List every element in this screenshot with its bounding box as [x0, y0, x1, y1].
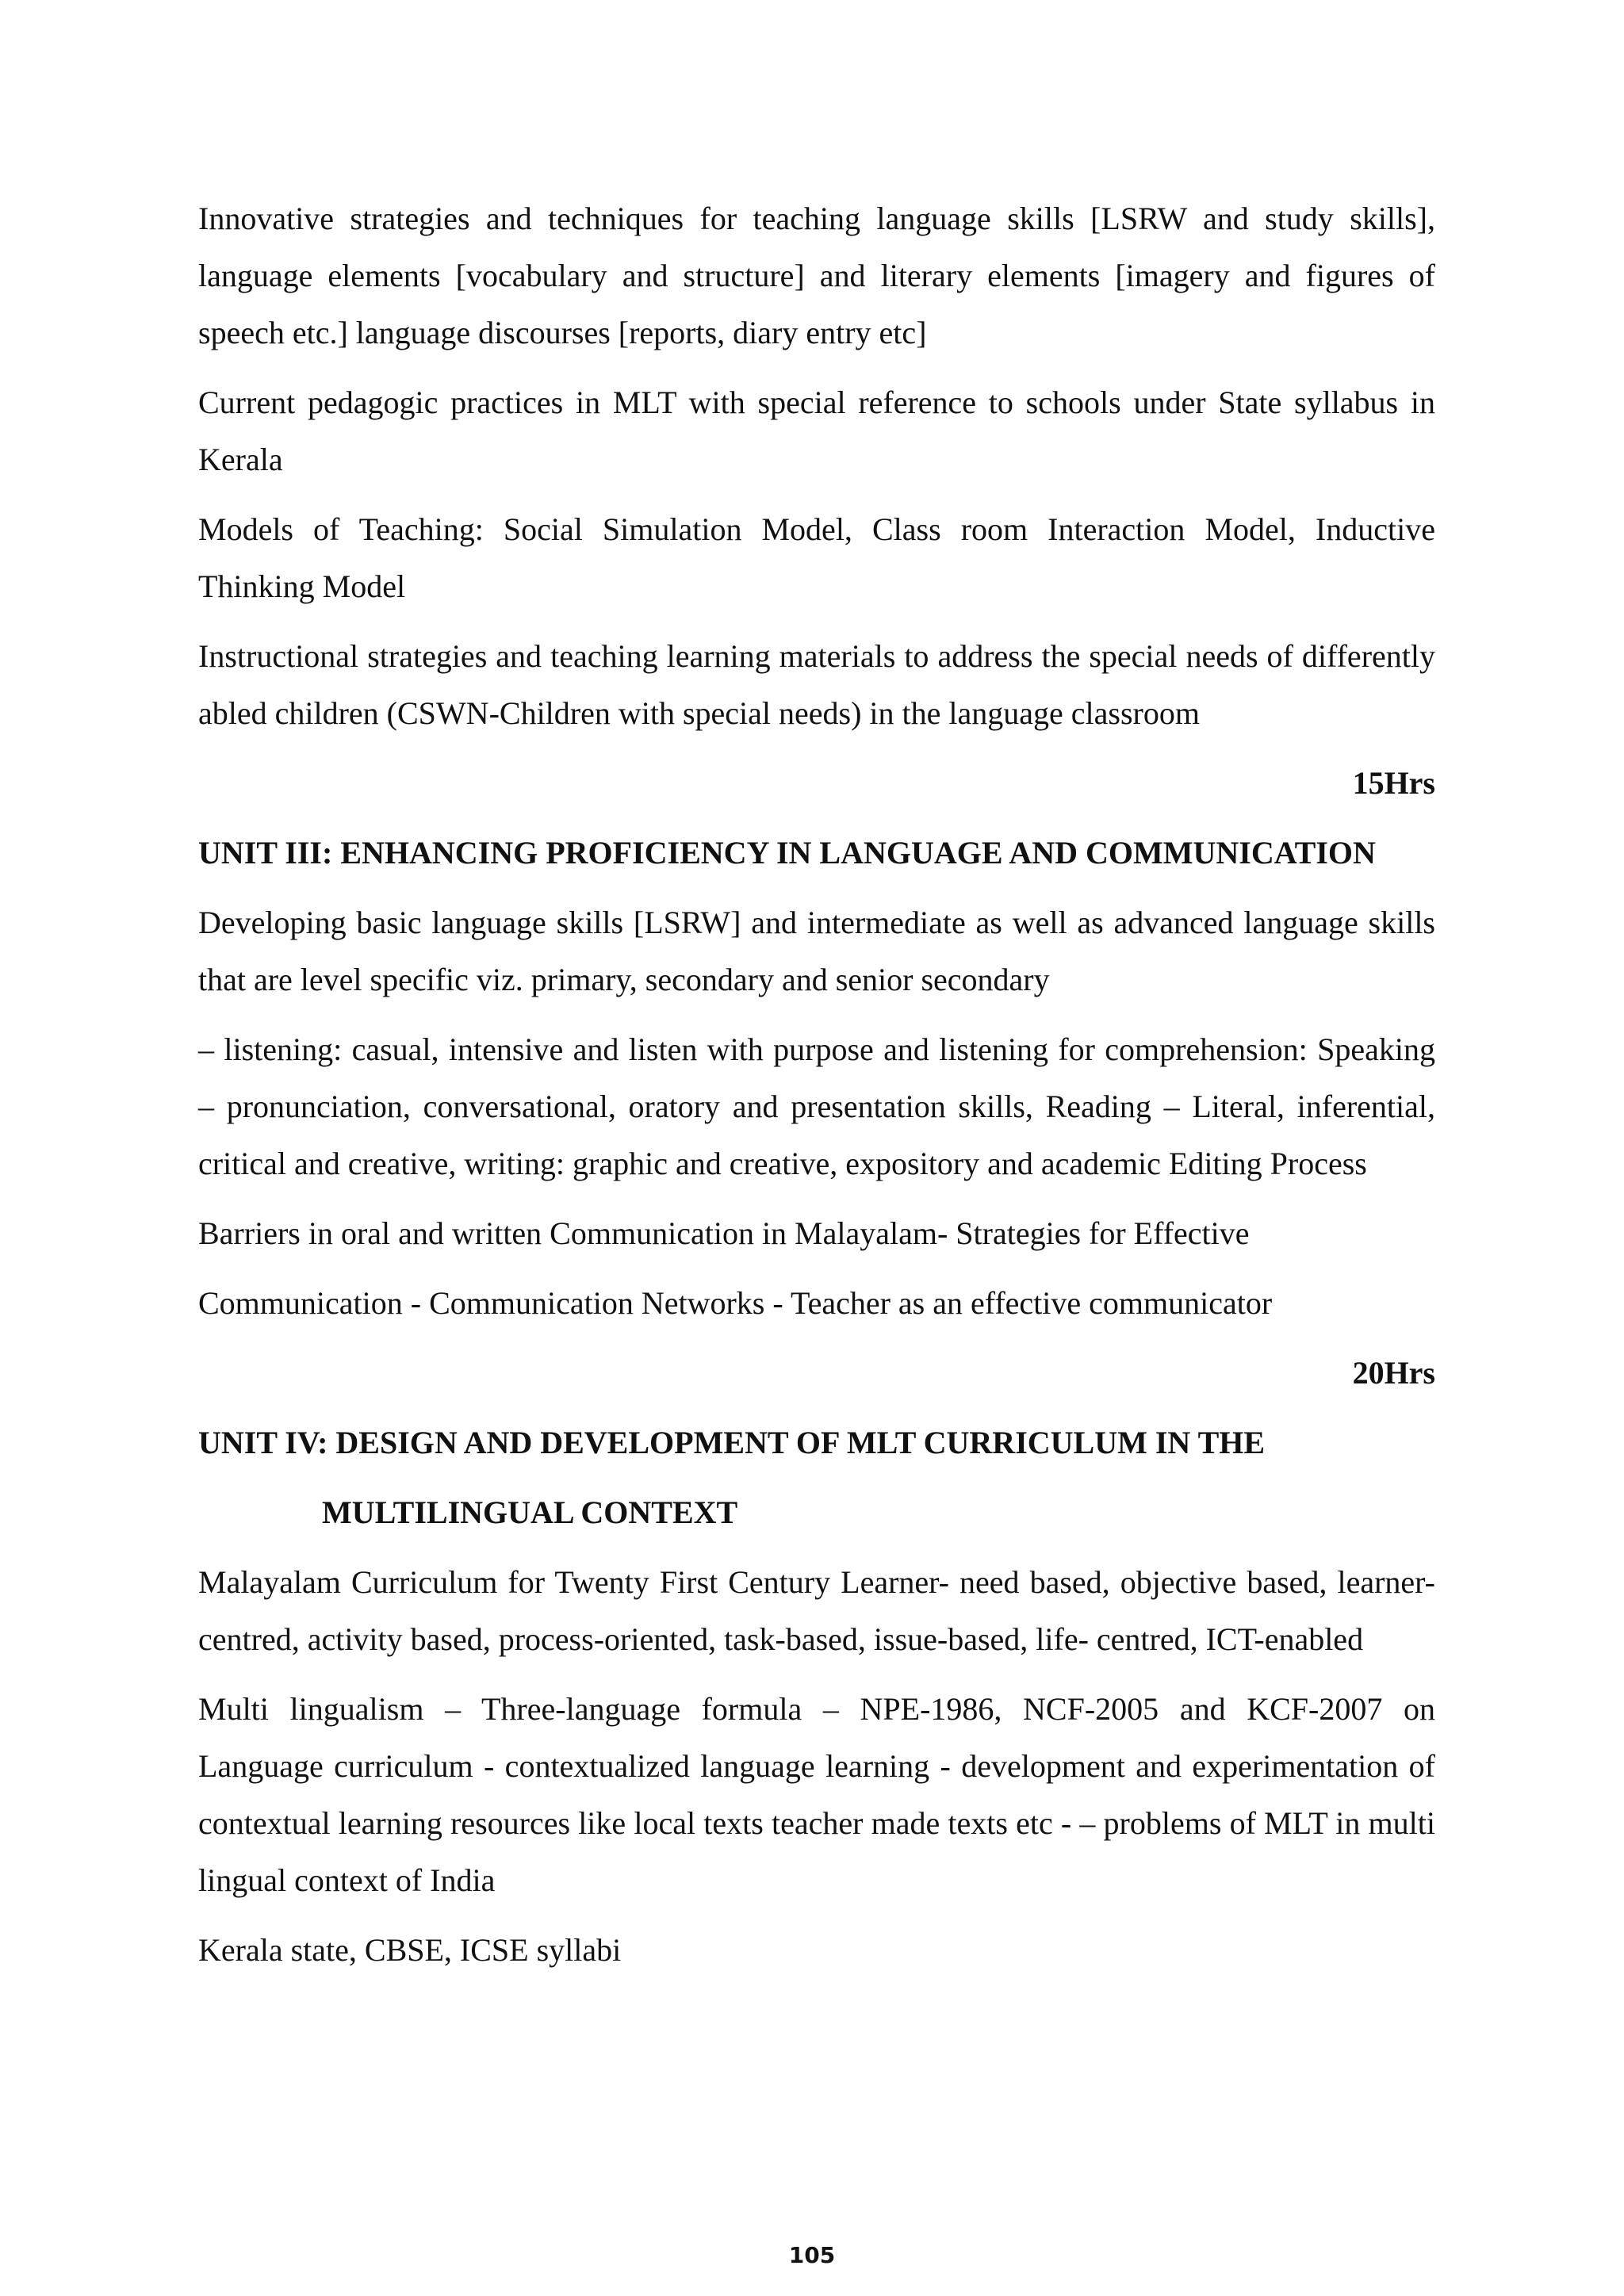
paragraph-listening-speaking-reading: – listening: casual, intensive and listen with purpose and listening for comprehension: Speaking – pronunciation, conversational, oratory and presentation skills, Reading – Literal, inferential, critical and creative, writing: graphic and creative, expository and academic Editing Process	[198, 1031, 1435, 1181]
paragraph-models-of-teaching: Models of Teaching: Social Simulation Model, Class room Interaction Model, Inductive Thinking Model	[198, 511, 1435, 604]
unit4-heading-line2: MULTILINGUAL CONTEXT	[322, 1494, 738, 1530]
unit3-hours: 15Hrs	[1352, 765, 1435, 801]
paragraph-multi-lingualism: Multi lingualism – Three-language formula – NPE-1986, NCF-2005 and KCF-2007 on Language curriculum - contextualized language learning - development and experimentation of contextual learning resources like local texts teacher made texts etc - – problems of MLT in multi lingual context of India	[198, 1691, 1435, 1898]
paragraph-innovative-strategies: Innovative strategies and techniques for teaching language skills [LSRW and study skills], language elements [vocabulary and structure] and literary elements [imagery and figures of speech etc.] language discourses [reports, diary entry etc]	[198, 201, 1435, 350]
unit3-heading: UNIT III: ENHANCING PROFICIENCY IN LANGUAGE AND COMMUNICATION	[198, 835, 1376, 871]
unit4-hours: 20Hrs	[1352, 1355, 1435, 1391]
page-number: 105	[788, 2242, 836, 2268]
paragraph-barriers-communication: Barriers in oral and written Communication in Malayalam- Strategies for Effective	[198, 1215, 1250, 1251]
paragraph-current-pedagogic-practices: Current pedagogic practices in MLT with special reference to schools under State syllabus in Kerala	[198, 385, 1435, 477]
unit4-heading-line1: UNIT IV: DESIGN AND DEVELOPMENT OF MLT CURRICULUM IN THE	[198, 1425, 1266, 1460]
paragraph-malayalam-curriculum: Malayalam Curriculum for Twenty First Century Learner- need based, objective based, learner-centred, activity based, process-oriented, task-based, issue-based, life- centred, ICT-enabled	[198, 1564, 1435, 1657]
paragraph-instructional-strategies: Instructional strategies and teaching learning materials to address the special needs of differently abled children (CSWN-Children with special needs) in the language classroom	[198, 638, 1435, 731]
document-page	[198, 190, 1435, 1992]
paragraph-communication-networks: Communication - Communication Networks - Teacher as an effective communicator	[198, 1285, 1273, 1321]
paragraph-developing-basic-skills: Developing basic language skills [LSRW] and intermediate as well as advanced language skills that are level specific viz. primary, secondary and senior secondary	[198, 905, 1435, 997]
paragraph-syllabi: Kerala state, CBSE, ICSE syllabi	[198, 1932, 622, 1968]
